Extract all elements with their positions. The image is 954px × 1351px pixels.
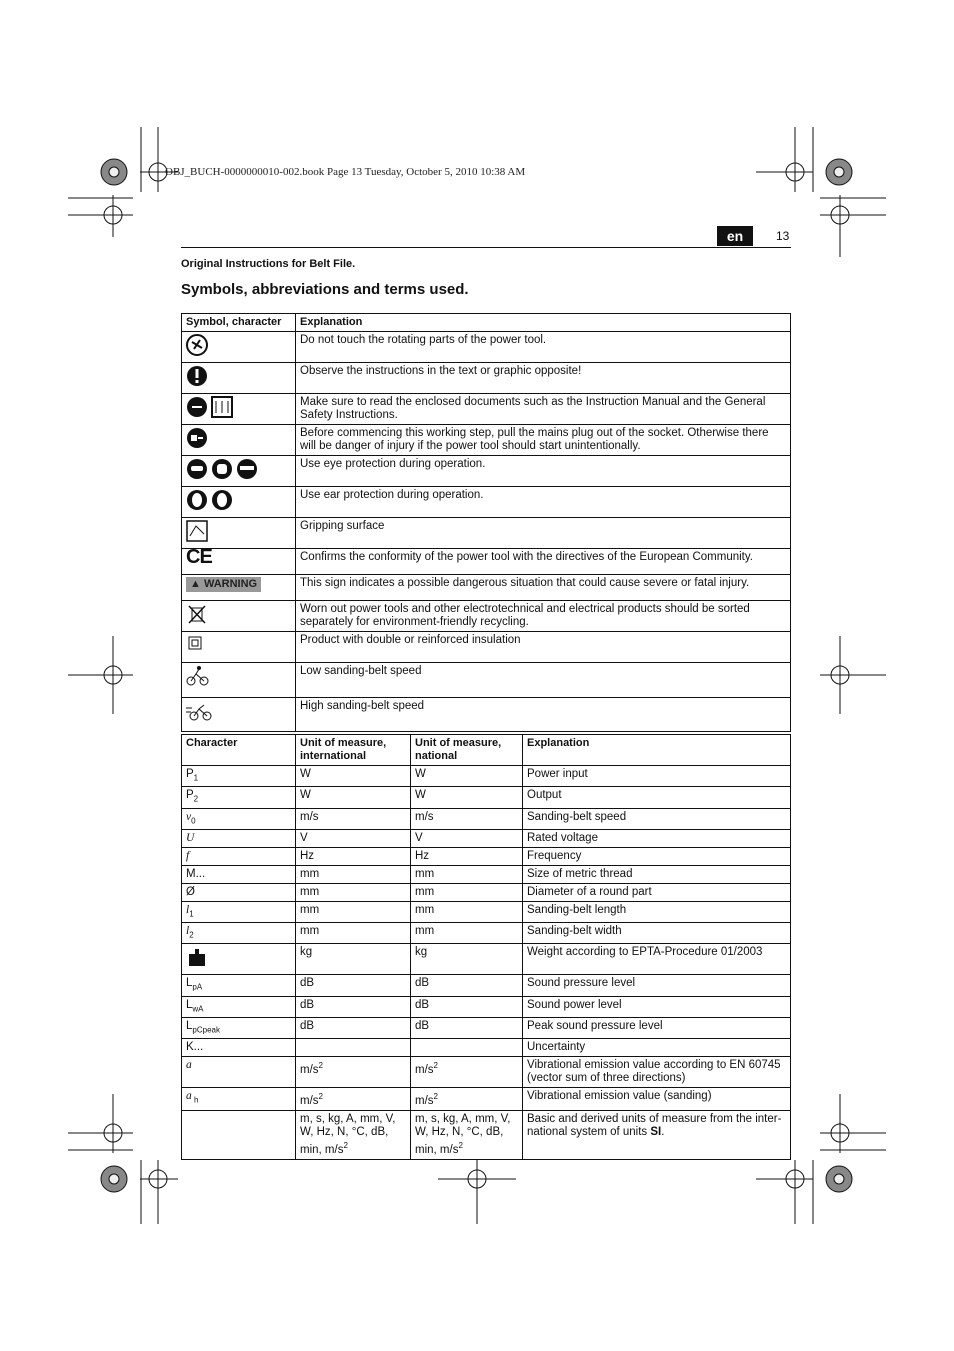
unit-international: dB [296,996,411,1017]
gripping-surface-icon [182,518,296,549]
unit-row [182,996,791,1017]
unit-international: $m/s^2$ [296,1057,411,1088]
slow-bicycle-icon [182,663,296,698]
symbol-row [182,518,791,549]
unit-character: K... [182,1039,296,1057]
unit-row [182,1057,791,1088]
units-header-explanation: Explanation [523,735,791,766]
warning-label: ▲ WARNING [186,577,261,592]
unit-national: dB [411,975,523,996]
unit-international: m, s, kg, A, mm, V, W, Hz, N, °C, dB, min, $m/s^2$ [296,1111,411,1160]
subtitle: Original Instructions for Belt File. [181,258,356,270]
symbol-explanation: Before commencing this working step, pull the mains plug out of the socket. Otherwise there will be danger of injury if the power tool should start unintentionally. [296,425,791,456]
unit-explanation: Sanding-belt speed [523,808,791,829]
unit-row [182,1018,791,1039]
unit-international: m/s [296,808,411,829]
unit-row [182,923,791,944]
unit-international: dB [296,975,411,996]
unit-national: dB [411,1018,523,1039]
unit-international: Hz [296,847,411,865]
unit-row [182,787,791,808]
unit-character: $v_0$ [182,808,296,829]
unit-character: $P_1$ [182,766,296,787]
unit-row [182,975,791,996]
symbol-row [182,332,791,363]
unit-row [182,865,791,883]
units-table [181,734,791,1160]
unit-explanation: Peak sound pressure level [523,1018,791,1039]
unit-international: kg [296,944,411,975]
double-insulation-icon [182,632,296,663]
unit-explanation: Vibrational emission value (sanding) [523,1088,791,1111]
language-tab: en [717,226,753,246]
unit-row [182,766,791,787]
unit-character: M... [182,865,296,883]
unit-character: $L_{wA}$ [182,996,296,1017]
symbol-row [182,425,791,456]
symbol-explanation: Use ear protection during operation. [296,487,791,518]
unit-character: Ø [182,883,296,901]
symbol-explanation: Gripping surface [296,518,791,549]
unit-national: $m/s^2$ [411,1088,523,1111]
header-rule [181,247,791,248]
unit-character: $l_1$ [182,901,296,922]
unit-international: W [296,766,411,787]
symbol-explanation: Worn out power tools and other electrotechnical and electrical products should be sorted separately for environment-friendly recycling. [296,601,791,632]
symbols-header-symbol: Symbol, character [182,314,296,332]
symbol-explanation: This sign indicates a possible dangerous situation that could cause severe or fatal injury. [296,575,791,601]
unit-explanation: Diameter of a round part [523,883,791,901]
units-header-national: Unit of measure, national [411,735,523,766]
unit-row [182,1039,791,1057]
unit-international: mm [296,901,411,922]
weight-icon [186,946,208,972]
unit-character: $L_{pCpeak}$ [182,1018,296,1039]
units-header-character: Character [182,735,296,766]
unit-explanation: Sanding-belt width [523,923,791,944]
eye-protection-icon [182,456,296,487]
unit-explanation: Rated voltage [523,829,791,847]
read-manual-icon [182,394,296,425]
unit-national: m, s, kg, A, mm, V, W, Hz, N, °C, dB, min, $m/s^2$ [411,1111,523,1160]
unit-national: kg [411,944,523,975]
unit-explanation: Frequency [523,847,791,865]
unplug-icon [182,425,296,456]
file-info-line: OBJ_BUCH-0000000010-002.book Page 13 Tuesday, October 5, 2010 10:38 AM [165,166,526,178]
symbol-explanation: Product with double or reinforced insulation [296,632,791,663]
unit-explanation: Weight according to EPTA-Procedure 01/2003 [523,944,791,975]
units-header-international: Unit of measure, international [296,735,411,766]
unit-character: a [182,1057,296,1088]
unit-national: V [411,829,523,847]
unit-character: $L_{pA}$ [182,975,296,996]
symbol-row [182,456,791,487]
unit-row [182,808,791,829]
symbol-explanation: Use eye protection during operation. [296,456,791,487]
crossed-bin-icon [182,601,296,632]
unit-explanation: Power input [523,766,791,787]
symbol-explanation: Observe the instructions in the text or graphic opposite! [296,363,791,394]
ear-protection-icon [182,487,296,518]
unit-international: V [296,829,411,847]
unit-international [296,1039,411,1057]
unit-international: W [296,787,411,808]
unit-character: $l_2$ [182,923,296,944]
symbol-explanation: Do not touch the rotating parts of the power tool. [296,332,791,363]
unit-international: mm [296,923,411,944]
symbols-table [181,313,791,732]
unit-row [182,1088,791,1111]
symbol-row [182,363,791,394]
symbol-row [182,487,791,518]
unit-explanation: Uncertainty [523,1039,791,1057]
unit-row [182,1111,791,1160]
exclamation-icon [182,363,296,394]
symbols-header-explanation: Explanation [296,314,791,332]
symbol-row [182,698,791,732]
unit-row [182,901,791,922]
symbol-explanation: Make sure to read the enclosed documents such as the Instruction Manual and the General Safety Instructions. [296,394,791,425]
unit-national: mm [411,883,523,901]
unit-explanation: Sound power level [523,996,791,1017]
symbol-explanation: Confirms the conformity of the power tool with the directives of the European Community. [296,549,791,575]
unit-international: mm [296,883,411,901]
unit-national: dB [411,996,523,1017]
unit-international: $m/s^2$ [296,1088,411,1111]
unit-national: W [411,787,523,808]
page-title: Symbols, abbreviations and terms used. [181,281,469,298]
unit-explanation: Basic and derived units of measure from the inter-national system of units SI. [523,1111,791,1160]
page-number: 13 [776,229,790,243]
unit-national: m/s [411,808,523,829]
unit-national: mm [411,923,523,944]
symbol-explanation: Low sanding-belt speed [296,663,791,698]
unit-character: f [182,847,296,865]
unit-explanation: Vibrational emission value according to EN 60745 (vector sum of three directions) [523,1057,791,1088]
unit-character: a $_h$ [182,1088,296,1111]
symbol-row [182,575,791,601]
unit-explanation: Output [523,787,791,808]
symbol-row [182,663,791,698]
unit-national: mm [411,865,523,883]
unit-row [182,883,791,901]
symbol-row [182,632,791,663]
unit-national: $m/s^2$ [411,1057,523,1088]
unit-international: dB [296,1018,411,1039]
unit-explanation: Sound pressure level [523,975,791,996]
symbol-row [182,549,791,575]
unit-character: $P_2$ [182,787,296,808]
unit-national: W [411,766,523,787]
unit-national [411,1039,523,1057]
no-touch-rotating-icon [182,332,296,363]
fast-bicycle-icon [182,698,296,732]
unit-explanation: Sanding-belt length [523,901,791,922]
symbol-explanation: High sanding-belt speed [296,698,791,732]
unit-character [182,1111,296,1160]
unit-international: mm [296,865,411,883]
symbol-row [182,394,791,425]
unit-character: U [182,829,296,847]
unit-national: Hz [411,847,523,865]
symbol-row [182,601,791,632]
unit-character [182,944,296,975]
warning-sign-icon [182,575,296,601]
unit-explanation: Size of metric thread [523,865,791,883]
unit-national: mm [411,901,523,922]
unit-row [182,829,791,847]
ce-mark-icon: CE [182,549,296,575]
unit-row [182,847,791,865]
unit-row [182,944,791,975]
